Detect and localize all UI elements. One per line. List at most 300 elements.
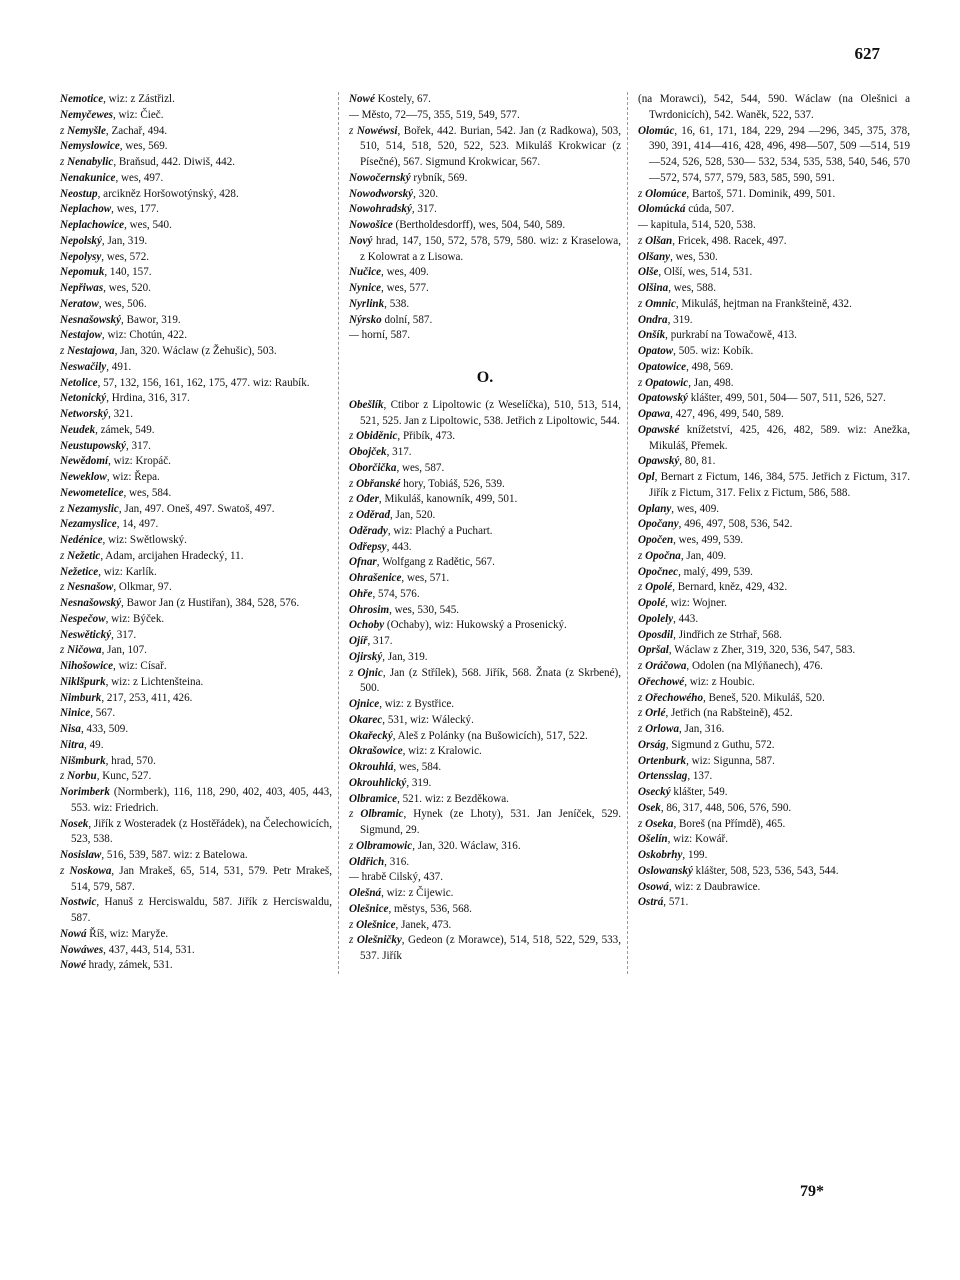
entry-headword: Nowéwsi [356, 124, 398, 137]
entry-headword: Neudek [60, 423, 96, 436]
index-entry [638, 202, 910, 218]
index-entry [349, 650, 621, 666]
entry-headword: Oslowanský [638, 864, 693, 877]
entry-headword: Neustupowský [60, 439, 126, 452]
entry-headword: Ořechowého [645, 691, 704, 704]
index-entry [638, 313, 910, 329]
index-entry [638, 549, 910, 565]
entry-prefix: z [638, 581, 646, 594]
index-entry [60, 250, 332, 266]
entry-text: , Jan, 498. [688, 376, 734, 389]
index-entry [638, 92, 910, 124]
index-entry [349, 587, 621, 603]
entry-text: , wiz: Chotún, 422. [101, 329, 187, 342]
entry-text: , Bawor Jan (z Hustiřan), 384, 528, 576. [121, 597, 300, 609]
index-entry [349, 108, 621, 124]
entry-headword: Oder [356, 493, 379, 506]
entry-prefix: z [349, 666, 358, 679]
entry-text: , Jan, 316. [679, 723, 725, 735]
index-entry [349, 855, 621, 871]
index-entry [638, 848, 910, 864]
entry-text: , wiz: z Čijewic. [381, 887, 454, 899]
entry-text: , 317. [367, 635, 393, 647]
entry-text: , wes, 520. [103, 282, 151, 294]
entry-text: , 217, 253, 411, 426. [101, 691, 193, 704]
entry-prefix: z [60, 549, 68, 562]
entry-headword: Odřepsy [349, 540, 387, 553]
index-entry [60, 927, 332, 943]
index-entry [60, 407, 332, 423]
index-entry [638, 187, 910, 203]
entry-headword: Neplachowice [60, 219, 125, 231]
entry-text: , wes, 499, 539. [673, 534, 744, 546]
index-entry [60, 297, 332, 313]
entry-text: Město, 72—75, 355, 519, 549, 577. [361, 108, 520, 121]
entry-text: , wes, 587. [396, 461, 445, 474]
index-entry [638, 344, 910, 360]
entry-headword: Nedénice [60, 534, 103, 546]
entry-text: , Olší, wes, 514, 531. [658, 266, 753, 279]
entry-headword: Ohře [349, 587, 373, 600]
entry-headword: Olšany [638, 250, 671, 263]
index-entry [60, 281, 332, 297]
entry-text: , wiz: z Daubrawice. [668, 880, 761, 893]
index-entry [349, 429, 621, 445]
index-entry [60, 234, 332, 250]
entry-headword: Olešničky [356, 934, 402, 947]
index-entry [638, 706, 910, 722]
entry-text: , 538. [384, 297, 410, 310]
index-column-2 [349, 92, 628, 974]
entry-headword: Okarec [349, 713, 383, 726]
index-entry [60, 848, 332, 864]
entry-prefix: z [638, 723, 646, 735]
entry-headword: Opawa [638, 408, 671, 420]
index-entry [349, 445, 621, 461]
entry-headword: Nežetice [60, 565, 99, 578]
index-entry [60, 722, 332, 738]
entry-text: knížetství, 425, 426, 482, 589. wiz: Anežka, Mikuláš, Přemek. [649, 423, 910, 452]
entry-headword: Olomúcká [638, 203, 686, 216]
index-entry [349, 902, 621, 918]
entry-headword: Opatow [638, 345, 674, 357]
index-entry [60, 738, 332, 754]
entry-text: , Wolfgang z Radětic, 567. [376, 556, 495, 569]
entry-text: , 521. wiz: z Bezděkowa. [397, 792, 509, 805]
entry-text: , Jan, 319. [101, 234, 148, 247]
entry-prefix: z [638, 297, 646, 310]
entry-headword: Orlowa [645, 723, 679, 735]
index-entry [638, 628, 910, 644]
entry-text: , Olkmar, 97. [113, 581, 172, 594]
index-entry [638, 722, 910, 738]
index-entry [349, 124, 621, 171]
entry-text: , 505. wiz: Kobík. [673, 345, 754, 357]
index-entry [349, 297, 621, 313]
entry-headword: Newometelice [60, 486, 124, 499]
entry-headword: Okrašowice [349, 745, 403, 758]
entry-text: , wiz: z Kralowic. [402, 745, 482, 758]
index-entry [349, 524, 621, 540]
entry-text: , wiz: Kropáč. [108, 455, 171, 468]
index-entry [60, 92, 332, 108]
index-entry [60, 439, 332, 455]
index-entry [349, 218, 621, 234]
entry-headword: Nihošowice [60, 660, 114, 672]
index-entry [60, 596, 332, 612]
entry-text: , 571. [663, 896, 689, 909]
entry-text: , 443. [386, 540, 412, 553]
entry-headword: Ondra [638, 313, 668, 326]
index-entry [60, 785, 332, 817]
entry-headword: Opolé [638, 597, 666, 609]
entry-headword: Olbramic [360, 808, 404, 821]
entry-prefix: — [349, 108, 362, 121]
entry-prefix: z [349, 430, 357, 443]
index-entry [349, 603, 621, 619]
entry-text: , 433, 509. [80, 723, 129, 735]
entry-text: , 317. [111, 628, 137, 641]
entry-text: , Hrdina, 316, 317. [106, 392, 190, 405]
entry-text: , Janek, 473. [395, 918, 452, 931]
index-entry [349, 202, 621, 218]
entry-headword: Nemyčewes [60, 108, 113, 121]
entry-text: , Jetřich (na Rabšteině), 452. [665, 707, 793, 720]
index-entry [349, 634, 621, 650]
entry-headword: Opawský [638, 455, 680, 468]
entry-headword: Nepolský [60, 234, 102, 247]
index-entry [60, 612, 332, 628]
entry-headword: Omnic [645, 297, 676, 310]
entry-headword: Onšík [638, 329, 666, 342]
entry-text: , wiz: Císař. [113, 660, 167, 672]
entry-headword: Nepolysy [60, 250, 102, 263]
entry-text: , 491. [106, 360, 132, 373]
entry-text: , Adam, arcijahen Hradecký, 11. [100, 549, 244, 562]
entry-text: , wes, 409. [671, 502, 720, 515]
entry-text: hrady, zámek, 531. [85, 959, 173, 972]
entry-text: , Bawor, 319. [121, 313, 181, 326]
index-entry [638, 533, 910, 549]
entry-headword: Nučice [349, 266, 382, 279]
index-entry [60, 817, 332, 849]
index-entry [638, 691, 910, 707]
index-entry [638, 738, 910, 754]
index-entry [60, 675, 332, 691]
entry-prefix: z [349, 509, 357, 521]
entry-text: , Bartoš, 571. Dominik, 499, 501. [686, 187, 836, 200]
index-entry [638, 250, 910, 266]
index-column-3 [638, 92, 910, 974]
index-entry [60, 171, 332, 187]
index-entry [60, 517, 332, 533]
index-entry [638, 580, 910, 596]
entry-headword: Nostwic [60, 896, 97, 909]
entry-headword: Nestajowa [67, 345, 115, 357]
index-entry [60, 769, 332, 785]
entry-text: , Jan, 319. [382, 650, 428, 663]
entry-text: , wiz: Sigunna, 587. [686, 754, 775, 767]
index-entry [60, 958, 332, 974]
entry-text: klášter, 499, 501, 504— 507, 511, 526, 527. [687, 392, 886, 405]
entry-text: , purkrabí na Towačowě, 413. [665, 329, 797, 342]
entry-prefix: z [638, 707, 646, 720]
entry-headword: Ořechowé [638, 675, 685, 688]
index-entry [638, 643, 910, 659]
index-entry [60, 360, 332, 376]
index-entry [349, 886, 621, 902]
entry-headword: Nowé [60, 959, 86, 972]
index-entry [60, 218, 332, 234]
index-entry [349, 697, 621, 713]
entry-text: , 320. [413, 187, 439, 200]
index-entry [638, 234, 910, 250]
entry-prefix: z [349, 934, 357, 947]
entry-headword: Nowočernský [349, 171, 411, 184]
section-letter: O. [476, 369, 494, 386]
entry-headword: Opl [638, 471, 655, 483]
entry-headword: Ojirský [349, 650, 383, 663]
index-entry [60, 265, 332, 281]
entry-text: hrabě Cilský, 437. [361, 871, 443, 884]
entry-text: , wes, 572. [101, 250, 150, 263]
entry-prefix: — [349, 329, 362, 342]
entry-headword: Nenabylic [67, 156, 114, 168]
entry-text: , 319. [667, 313, 693, 326]
entry-text: , 16, 61, 171, 184, 229, 294 —296, 345, 375, 378, 390, 391, 414—416, 428, 496, 498—507, 509 —514, 519—524, 526, 528, 530— 532, 534, 535, 538, 540, 546, 570 —572, 574, 577, 579, 583, 585, 590, 591. [649, 124, 910, 184]
entry-text: , Braňsud, 442. Diwiš, 442. [113, 156, 236, 168]
index-entry [638, 659, 910, 675]
entry-headword: Nowáwes [60, 943, 104, 956]
entry-text: , Odolen (na Mlýňanech), 476. [686, 660, 823, 672]
entry-headword: Opolé [645, 581, 673, 594]
index-entry [349, 618, 621, 634]
index-entry [638, 281, 910, 297]
entry-headword: Nesnašow [67, 581, 114, 594]
index-entry [638, 817, 910, 833]
entry-headword: Nowé [349, 93, 375, 105]
entry-headword: Nesnašowský [60, 313, 122, 326]
entry-prefix: — [349, 871, 362, 884]
entry-text: , 498, 569. [686, 360, 734, 373]
index-column-1 [60, 92, 339, 974]
signature-mark: 79* [800, 1183, 824, 1200]
entry-headword: Ohrosim [349, 603, 390, 616]
entry-headword: Ojnic [357, 666, 383, 679]
entry-headword: Newědomí [60, 455, 109, 468]
entry-text: , 316. [384, 855, 410, 868]
entry-headword: Nimburk [60, 691, 102, 704]
entry-text: , 49. [84, 738, 104, 751]
entry-headword: Opočnec [638, 565, 679, 578]
entry-headword: Olbramowic [356, 839, 413, 852]
entry-text: , Jan Mrakeš, 65, 514, 531, 579. Petr Mrakeš, 514, 579, 587. [71, 864, 332, 893]
entry-text: , 317. [411, 203, 437, 216]
index-entry [60, 691, 332, 707]
entry-text: , 80, 81. [679, 455, 716, 468]
index-entry [60, 108, 332, 124]
entry-headword: Norimberk [60, 786, 110, 798]
entry-headword: Opatowský [638, 392, 688, 405]
index-entry [349, 918, 621, 934]
index-entry [349, 328, 621, 344]
entry-headword: Oldřich [349, 855, 385, 868]
entry-headword: Orság [638, 738, 666, 751]
entry-prefix: z [60, 770, 68, 783]
index-entry [60, 454, 332, 470]
entry-text: , wes, 540. [124, 219, 172, 231]
index-entry [349, 508, 621, 524]
index-entry [60, 155, 332, 171]
entry-text: , Jan, 320. Wáclaw, 316. [412, 839, 521, 852]
entry-headword: Nepřiwas [60, 282, 104, 294]
index-entry [60, 864, 332, 896]
entry-headword: Opatowice [638, 360, 687, 373]
entry-headword: Nezamyslice [60, 518, 117, 531]
entry-prefix: z [349, 918, 357, 931]
entry-text: , wes, 577. [381, 282, 429, 294]
entry-headword: Ortensslag [638, 770, 688, 783]
entry-text: , wiz: Wojner. [665, 597, 727, 609]
entry-headword: Ojnice [349, 698, 380, 710]
entry-headword: Nowodworský [349, 187, 414, 200]
entry-text: , wes, 530, 545. [389, 603, 460, 616]
index-entry [638, 454, 910, 470]
entry-text: (Normberk), 116, 118, 290, 402, 403, 405, 443, 553. wiz: Friedrich. [71, 786, 332, 814]
entry-headword: Okrouhlá [349, 761, 394, 773]
index-entry [638, 675, 910, 691]
index-entry [638, 391, 910, 407]
entry-headword: Obešlík [349, 398, 384, 411]
index-entry [638, 517, 910, 533]
entry-headword: Nowošice [349, 219, 393, 231]
entry-headword: Neswačily [60, 360, 107, 373]
index-entry [349, 729, 621, 745]
entry-headword: Oděrad [356, 509, 390, 521]
entry-text: klášter, 549. [670, 786, 728, 798]
entry-headword: Ofnar [349, 556, 377, 569]
entry-prefix: z [638, 234, 646, 247]
entry-text: , wes, 584. [123, 486, 172, 499]
entry-text: , wiz: z Zástřizl. [103, 93, 175, 105]
entry-headword: Olbramice [349, 792, 398, 805]
index-columns [60, 92, 910, 974]
entry-headword: Nový [349, 234, 373, 247]
entry-text: (Ochaby), wiz: Hukowský a Prosenický. [384, 619, 567, 632]
index-entry [60, 202, 332, 218]
entry-headword: Obřanské [356, 477, 401, 490]
entry-text: , wes, 409. [381, 266, 429, 279]
entry-headword: Opatowic [645, 376, 689, 389]
entry-headword: Neratow [60, 297, 99, 310]
index-entry [60, 628, 332, 644]
entry-headword: Nitra [60, 738, 85, 751]
entry-headword: Ostrá [638, 896, 664, 909]
index-entry [60, 391, 332, 407]
entry-text: , Fricek, 498. Racek, 497. [672, 234, 787, 247]
index-entry [349, 461, 621, 477]
entry-text: , wes, 584. [393, 761, 442, 773]
entry-headword: Neostup [60, 187, 98, 200]
entry-text: kapitula, 514, 520, 538. [650, 219, 756, 231]
entry-headword: Nežetic [67, 549, 101, 562]
entry-prefix: z [60, 864, 70, 877]
entry-headword: Olšan [645, 234, 673, 247]
entry-text: horní, 587. [361, 329, 411, 342]
entry-headword: Nýrsko [349, 313, 382, 326]
entry-text: , 321. [108, 408, 134, 420]
index-entry [349, 281, 621, 297]
entry-text: dolní, 587. [381, 313, 433, 326]
index-entry [638, 754, 910, 770]
entry-text: , 427, 496, 499, 540, 589. [670, 408, 784, 420]
entry-text: , Hanuš z Herciswaldu, 587. Jiřík z Herciswaldu, 587. [71, 896, 332, 924]
entry-text: , Sigmund z Guthu, 572. [665, 738, 775, 751]
index-entry [638, 360, 910, 376]
index-entry [638, 565, 910, 581]
entry-text: , městys, 536, 568. [388, 902, 472, 915]
entry-text: , wiz: Býček. [105, 612, 165, 625]
entry-text: , Kunc, 527. [96, 770, 152, 783]
entry-text: , Jan, 520. [390, 509, 436, 521]
entry-headword: Ochoby [349, 619, 385, 632]
entry-text: cúda, 507. [685, 203, 735, 216]
index-entry [60, 376, 332, 392]
index-entry [349, 744, 621, 760]
entry-text: klášter, 508, 523, 536, 543, 544. [692, 864, 839, 877]
entry-headword: Ničowa [67, 644, 102, 657]
index-entry [349, 313, 621, 329]
index-entry [638, 376, 910, 392]
entry-headword: Nenakunice [60, 171, 116, 184]
entry-headword: Opolely [638, 612, 674, 625]
entry-headword: Olešnice [356, 918, 396, 931]
entry-headword: Olomúc [638, 124, 675, 137]
entry-text: , 443. [673, 612, 699, 625]
entry-headword: Netonický [60, 392, 107, 405]
index-entry [60, 328, 332, 344]
index-entry [60, 423, 332, 439]
entry-headword: Olešnice [349, 902, 389, 915]
entry-headword: Nemotice [60, 93, 104, 105]
entry-headword: Okrouhlický [349, 776, 407, 789]
entry-headword: Nowohradský [349, 203, 412, 216]
index-entry [60, 580, 332, 596]
entry-headword: Obojček [349, 446, 387, 458]
index-entry [349, 555, 621, 571]
entry-headword: Opawské [638, 423, 680, 436]
index-entry [638, 297, 910, 313]
index-entry [349, 540, 621, 556]
index-entry [60, 486, 332, 502]
index-entry [349, 171, 621, 187]
entry-text: , 496, 497, 508, 536, 542. [678, 518, 793, 531]
index-entry [60, 643, 332, 659]
entry-prefix: z [60, 502, 68, 515]
index-entry [638, 785, 910, 801]
entry-headword: Noskowa [69, 864, 112, 877]
entry-text: , Jan, 409. [680, 549, 727, 562]
entry-text: , Jan (z Střílek), 568. Jiřík, 568. Žnata (z Skrbené), 500. [360, 666, 622, 695]
entry-text: , Hynek (ze Lhoty), 531. Jan Jeníček, 529. Sigmund, 29. [360, 808, 621, 836]
entry-headword: Oděrady [349, 524, 388, 537]
entry-headword: Niklšpurk [60, 675, 106, 688]
entry-headword: Oposdil [638, 628, 674, 641]
entry-headword: Okařecký [349, 729, 393, 742]
entry-headword: Oseka [645, 817, 674, 830]
index-entry [60, 565, 332, 581]
index-entry [60, 549, 332, 565]
